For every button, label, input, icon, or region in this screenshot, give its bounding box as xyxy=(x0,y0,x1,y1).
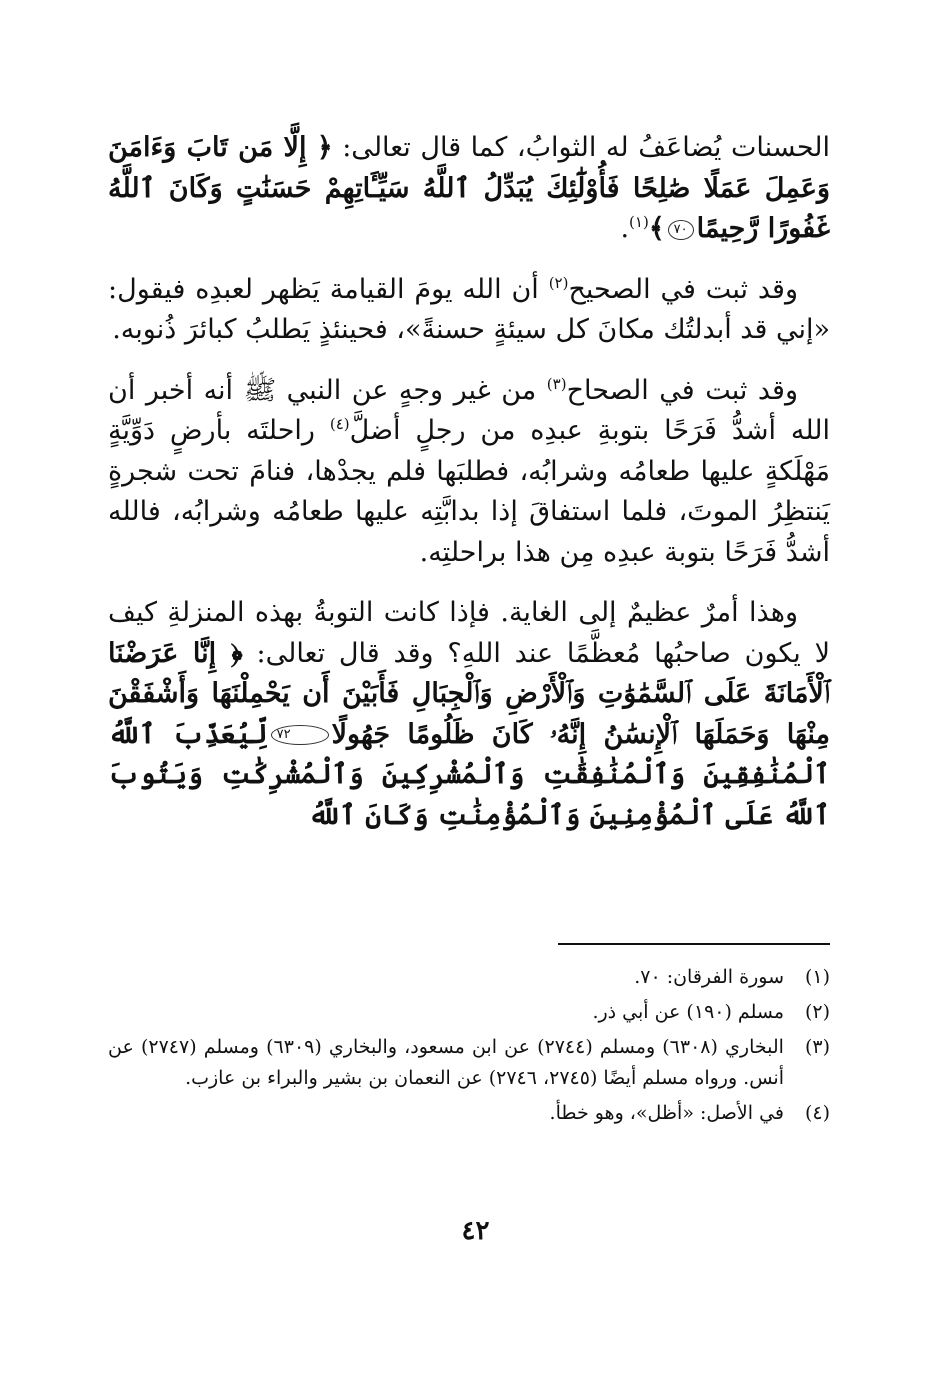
paragraph-1 xyxy=(108,128,830,250)
paragraph-1-end: . xyxy=(620,213,630,244)
footnote-text: سورة الفرقان: ٧٠. xyxy=(634,966,784,988)
footnote-text: مسلم (١٩٠) عن أبي ذر. xyxy=(592,1001,784,1023)
page-number: ٤٢ xyxy=(461,1216,490,1246)
footnote-number: (١) xyxy=(804,966,830,988)
ayah-number-70: ٧٠ xyxy=(668,220,694,240)
paragraph-3-intro: وقد ثبت في الصحاح xyxy=(566,374,798,406)
paragraph-2-rest: أن الله يومَ القيامة يَظهر لعبدِه فيقول: «إني قد أبدلتُك مكانَ كل سيئةٍ حسنةً»، فحينئذٍ يَطلبُ كبائرَ ذُنوبه. xyxy=(108,273,830,345)
footnote-separator xyxy=(558,943,830,945)
footnote-item xyxy=(108,1098,830,1129)
paragraph-4-intro: وهذا أمرٌ عظيمٌ إلى الغاية. فإذا كانت التوبةُ بهذه المنزلةِ كيف لا يكون صاحبُها مُعظَّمًا عند اللهِ؟ وقد قال تعالى: xyxy=(108,597,831,669)
footnote-item xyxy=(108,1032,830,1094)
paragraph-3 xyxy=(108,371,830,574)
paragraph-4 xyxy=(108,593,830,836)
footnote-item xyxy=(108,997,830,1028)
quran-verse-furqan: ﴿ إِلَّا مَن تَابَ وَءَامَنَ وَعَمِلَ عَمَلًا صَٰلِحًا فَأُوْلَٰٓئِكَ يُبَدِّلُ ٱللَّهُ سَيِّـَٔاتِهِمْ حَسَنَٰتٍ وَكَانَ ٱللَّهُ غَفُورًا رَّحِيمًا xyxy=(108,132,830,244)
paragraph-1-intro: الحسنات يُضاعَفُ له الثوابُ، كما قال تعالى: xyxy=(332,132,830,163)
footnote-ref-4[interactable]: (٤) xyxy=(329,415,350,433)
paragraph-3-middle: من غير وجهٍ عن النبي ﷺ أنه أخبر أن الله أشدُّ فَرَحًا بتوبةِ عبدِه من رجلٍ أضلَّ xyxy=(108,374,831,446)
quran-verse-ahzab-72: ﴿ إِنَّا عَرَضْنَا ٱلْأَمَانَةَ عَلَى ٱلسَّمَٰوَٰتِ وَٱلْأَرْضِ وَٱلْجِبَالِ فَأَبَيْنَ أَن يَحْمِلْنَهَا وَأَشْفَقْنَ مِنْهَا وَحَمَلَهَا ٱلْإِنسَٰنُ إِنَّهُۥ كَانَ ظَلُومًا جَهُولًا xyxy=(108,637,830,750)
main-text xyxy=(108,128,830,856)
footnotes xyxy=(108,962,830,1133)
footnote-ref-1[interactable]: (١) xyxy=(629,213,649,231)
quran-verse-ahzab-73: لِّيُعَذِّبَ ٱللَّهُ ٱلْمُنَٰفِقِينَ وَٱلْمُنَٰفِقَٰتِ وَٱلْمُشْرِكِينَ وَٱلْمُشْرِكَٰتِ وَيَتُوبَ ٱللَّهُ عَلَى ٱلْمُؤْمِنِينَ وَٱلْمُؤْمِنَٰتِ وَكَانَ ٱللَّهُ xyxy=(108,718,830,831)
footnote-number: (٣) xyxy=(804,1036,830,1058)
footnote-item xyxy=(108,962,830,993)
footnote-text: في الأصل: «أظل»، وهو خطأ. xyxy=(549,1102,784,1124)
footnote-ref-2[interactable]: (٢) xyxy=(548,273,569,292)
footnote-number: (٤) xyxy=(804,1102,830,1124)
paragraph-3-rest: راحلتَه بأرضٍ دَوِّيَّةٍ مَهْلَكةٍ عليها طعامُه وشرابُه، فطلبَها فلم يجدْها، فنامَ تحت شجرةٍ يَنتظِرُ الموتَ، فلما استفاقَ إذا بدابَّتِه عليها طعامُه وشرابُه، فالله أشدُّ فَرَحًا بتوبة عبدِه مِن هذا براحلتِه. xyxy=(108,415,830,568)
ayah-number-72: ٧٢ xyxy=(271,725,329,745)
footnote-text: البخاري (٦٣٠٨) ومسلم (٢٧٤٤) عن ابن مسعود، والبخاري (٦٣٠٩) ومسلم (٢٧٤٧) عن أنس. ورواه مسلم أيضًا (٢٧٤٥، ٢٧٤٦) عن النعمان بن بشير والبراء بن عازب. xyxy=(108,1036,784,1089)
footnote-ref-3[interactable]: (٣) xyxy=(546,374,567,393)
quran-close-bracket: ﴾ xyxy=(648,213,665,244)
footnote-number: (٢) xyxy=(804,1001,830,1023)
paragraph-2 xyxy=(108,270,830,351)
paragraph-2-intro: وقد ثبت في الصحيح xyxy=(568,273,798,305)
